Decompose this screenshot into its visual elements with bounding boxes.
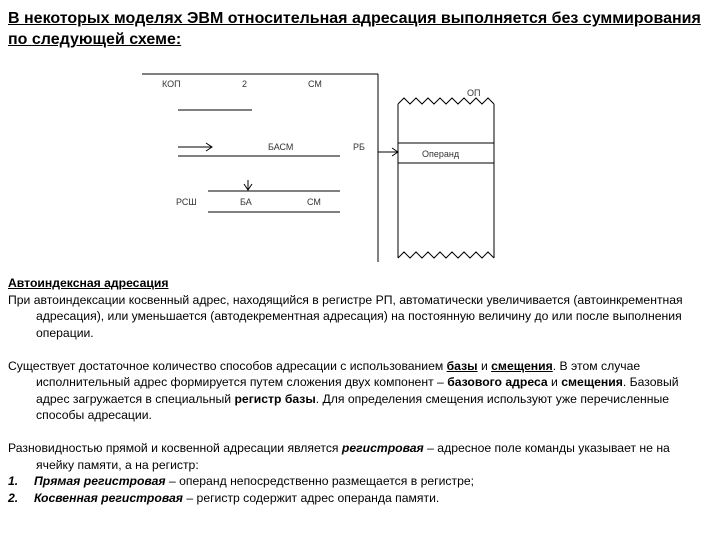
text-run: – адресное поле команды указывает не на ячейку памяти, а на регистр: — [36, 441, 670, 472]
label-ba-cm: СМ — [307, 197, 321, 207]
term-base-address: базового адреса — [447, 375, 548, 389]
body-text — [8, 275, 708, 506]
list-number: 2. — [8, 490, 19, 505]
text-run: и — [547, 375, 562, 389]
label-kop: КОП — [162, 79, 181, 89]
text-run: Разновидностью прямой и косвенной адресации является — [8, 441, 342, 455]
label-op: ОП — [467, 88, 481, 98]
term-base: базы — [446, 358, 478, 373]
text-run: Существует достаточное количество способов адресации с использованием — [8, 358, 447, 373]
label-ba: БА — [240, 197, 252, 207]
paragraph-register — [8, 440, 708, 473]
list-item — [8, 473, 708, 490]
list-text: – операнд непосредственно размещается в регистре; — [165, 474, 475, 488]
label-operand: Операнд — [422, 149, 460, 159]
heading-autoindex: Автоиндексная адресация — [8, 276, 169, 290]
term-offset-2: смещения — [561, 375, 623, 389]
list-item — [8, 490, 708, 507]
paragraph-base-offset — [8, 358, 708, 424]
list-number: 1. — [8, 474, 19, 488]
label-sm: СМ — [308, 79, 322, 89]
label-basm: БАСМ — [268, 142, 294, 152]
term-offset: смещения — [491, 358, 553, 373]
text-run: . Для определения смещения используют уже перечисленные способы адресации. — [36, 391, 669, 422]
list-term: Прямая регистровая — [34, 474, 166, 488]
memory-top-edge — [398, 98, 494, 104]
label-2: 2 — [242, 79, 248, 89]
paragraph-autoindex: При автоиндексации косвенный адрес, находящийся в регистре РП, автоматически увеличивается (автоинкрементная адресация), или уменьшается (автодекрементная адресация) на постоянную величину до или после выполнения операции. — [8, 292, 683, 340]
text-run: . В этом случае исполнительный адрес формируется путем сложения двух компонент – — [36, 358, 641, 389]
term-base-register: регистр базы — [234, 391, 316, 406]
term-register: регистровая — [341, 441, 424, 455]
label-rb: РБ — [353, 142, 365, 152]
text-run: . Базовый адрес загружается в специальный — [36, 375, 679, 406]
list-term: Косвенная регистровая — [34, 490, 183, 505]
page-title: В некоторых моделях ЭВМ относительная адресация выполняется без суммирования по следующей схеме: — [8, 10, 701, 48]
memory-bottom-edge — [398, 252, 494, 258]
text-run: и — [477, 358, 492, 373]
list-text: – регистр содержит адрес операнда памяти. — [182, 490, 440, 505]
label-rsh: РСШ — [176, 197, 197, 207]
